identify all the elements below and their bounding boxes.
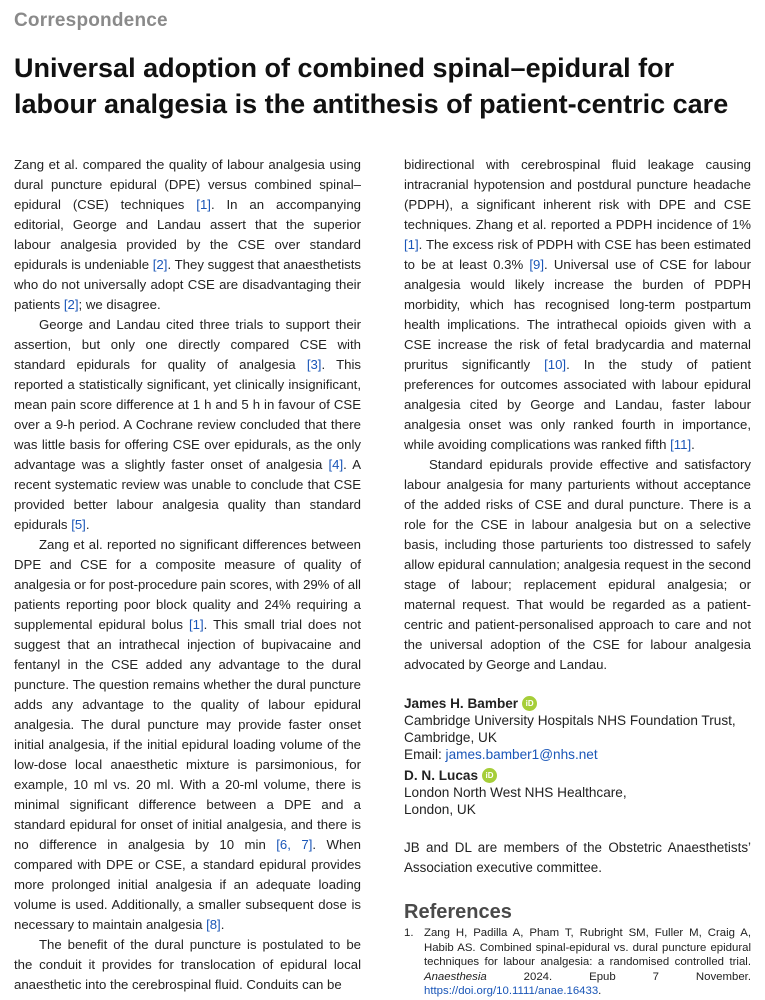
reference-journal: Anaesthesia	[424, 970, 487, 983]
paragraph-text: . When compared with DPE or CSE, a standard epidural provides more prolonged initial analgesia if an adequate loading volume is used. Additionally, a smaller subsequent dose is necessary to maintain analgesia	[14, 837, 361, 932]
author-block	[404, 695, 751, 763]
paragraph-text: Zang et al. compared the quality of labour analgesia using dural puncture epidural (DPE) versus combined spinal–epidural (CSE) techniques	[14, 157, 361, 212]
author-location: Cambridge, UK	[404, 730, 497, 745]
paragraph-text: . A recent systematic review was unable to conclude that CSE provided better labour analgesia quality than standard epidurals	[14, 457, 361, 532]
author-name-text: D. N. Lucas	[404, 768, 479, 783]
citation-link[interactable]: [2]	[63, 297, 79, 312]
reference-citation: Zang H, Padilla A, Pham T, Rubright SM, Fuller M, Craig A, Habib AS. Combined spinal-epidural vs. dural puncture epidural techniques for labour analgesia: a randomised controlled trial.	[424, 927, 751, 968]
paragraph-text: .	[85, 517, 90, 532]
paragraph-text: . This reported a statistically significant, yet clinically insignificant, mean pain score difference at 1 h and 5 h in favour of CSE over a 9-h period. A Cochrane review concluded that there was little basis for offering CSE over epidurals, as the only advantage was a slightly faster onset of analgesia	[14, 357, 361, 472]
paragraph-text: The benefit of the dural puncture is postulated to be the conduit it provides for translocation of epidural local anaesthetic into the cerebrospinal fluid. Conduits can be	[14, 937, 361, 992]
citation-link[interactable]: [8]	[206, 917, 221, 932]
citation-link[interactable]: [3]	[306, 357, 322, 372]
paragraph-text: . In the study of patient preferences for outcomes associated with labour epidural analgesia cited by George and Landau, faster labour analgesia onset was only ranked fourth in importance, while avoiding complications was ranked fifth	[404, 357, 752, 452]
reference-number: 1.	[404, 927, 414, 939]
paragraph-text: . They suggest that anaesthetists who do not universally adopt CSE are disadvantaging their patients	[14, 257, 361, 312]
references-heading: References	[404, 901, 512, 923]
paragraph	[14, 935, 361, 995]
author-affiliation: London North West NHS Healthcare,	[404, 785, 627, 800]
paragraph	[14, 315, 361, 535]
author-block	[404, 767, 751, 818]
author-email	[404, 746, 751, 763]
orcid-icon[interactable]: iD	[522, 696, 537, 711]
doi-link[interactable]: https://doi.org/10.1111/anae.16433	[424, 985, 599, 997]
reference-text	[424, 926, 751, 999]
paragraph-text: . In an accompanying editorial, George and Landau assert that the superior labour analgesia provided by the CSE over standard epidurals is undeniable	[14, 197, 361, 272]
reference-end: .	[598, 985, 602, 997]
article-title: Universal adoption of combined spinal–epidural for labour analgesia is the antithesis of patient-centric care	[14, 53, 729, 119]
paragraph-text: . Universal use of CSE for labour analgesia would likely increase the burden of PDPH morbidity, which has recognised long-term postpartum health implications. The intrathecal opioids given with a CSE increase the risk of fetal bradycardia and maternal pruritus significantly	[404, 257, 751, 372]
paragraph-text: . The excess risk of PDPH with CSE has been estimated to be at least 0.3%	[404, 237, 751, 272]
email-link[interactable]: james.bamber1@nhs.net	[445, 747, 598, 762]
paragraph	[14, 535, 361, 935]
paragraph	[404, 155, 751, 455]
author-name	[404, 695, 751, 712]
author-affiliation: Cambridge University Hospitals NHS Foundation Trust,	[404, 713, 736, 728]
paragraph-text: ; we disagree.	[78, 297, 161, 312]
citation-link[interactable]: [6, 7]	[276, 837, 313, 852]
paragraph-text: .	[691, 437, 695, 452]
disclosure-statement: JB and DL are members of the Obstetric Anaesthetists’ Association executive committee.	[404, 840, 751, 875]
author-name-text: James H. Bamber	[404, 696, 519, 711]
email-label: Email:	[404, 747, 446, 762]
right-column	[404, 155, 751, 999]
paragraph-text: Standard epidurals provide effective and satisfactory labour analgesia for many parturients without acceptance of the added risks of CSE and dural puncture. There is a role for the CSE in labour analgesia but on a selective basis, including those parturients too distressed to safely allow epidural cannulation; analgesia request in the second stage of labour; replacement epidural analgesia; or maternal request. That would be regarded as a patient-centric and patient-personalised approach to care and not the universal adoption of the CSE for labour analgesia advocated by George and Landau.	[404, 457, 751, 672]
citation-link[interactable]: [1]	[196, 197, 211, 212]
orcid-icon[interactable]: iD	[482, 768, 497, 783]
left-column	[14, 155, 361, 995]
citation-link[interactable]: [4]	[328, 457, 344, 472]
paragraph-text: . This small trial does not suggest that an intrathecal injection of bupivacaine and fentanyl in the CSE added any advantage to the dural puncture. The question remains whether the dural puncture adds any advantage to the quality of labour epidural analgesia. The dural puncture may provide faster onset initial analgesia, if the initial epidural loading volume of the low-dose local anaesthetic mixture is parsimonious, for example, 10 ml vs. 20 ml. With a 20-ml volume, there is minimal significant difference between a DPE and a standard epidural for onset of initial analgesia, and there is no difference in analgesia by 10 min	[14, 617, 361, 852]
citation-link[interactable]: [5]	[71, 517, 86, 532]
paragraph	[14, 155, 361, 315]
citation-link[interactable]: [1]	[404, 237, 419, 252]
author-name	[404, 767, 751, 784]
citation-link[interactable]: [9]	[529, 257, 545, 272]
reference-item	[404, 926, 751, 999]
author-location: London, UK	[404, 802, 476, 817]
reference-details: 2024. Epub 7 November.	[486, 970, 751, 983]
citation-link[interactable]: [1]	[188, 617, 204, 632]
author-list	[404, 695, 751, 818]
paragraph-text: .	[220, 917, 225, 932]
paragraph	[404, 455, 751, 675]
paragraph-text: George and Landau cited three trials to support their assertion, but only one directly compared CSE with standard epidurals for quality of analgesia	[14, 317, 361, 372]
paragraph-text: Zang et al. reported no significant differences between DPE and CSE for a composite measure of quality of analgesia or for post-procedure pain scores, with 29% of all patients reporting poor block quality and 24% requiring a supplemental epidural bolus	[14, 537, 361, 632]
paragraph-text: bidirectional with cerebrospinal fluid leakage causing intracranial hypotension and postdural puncture headache (PDPH), a significant inherent risk with DPE and CSE techniques. Zhang et al. reported a PDPH incidence of 1%	[404, 157, 751, 232]
citation-link[interactable]: [10]	[544, 357, 567, 372]
citation-link[interactable]: [11]	[670, 437, 692, 452]
section-label: Correspondence	[14, 10, 168, 31]
citation-link[interactable]: [2]	[152, 257, 168, 272]
